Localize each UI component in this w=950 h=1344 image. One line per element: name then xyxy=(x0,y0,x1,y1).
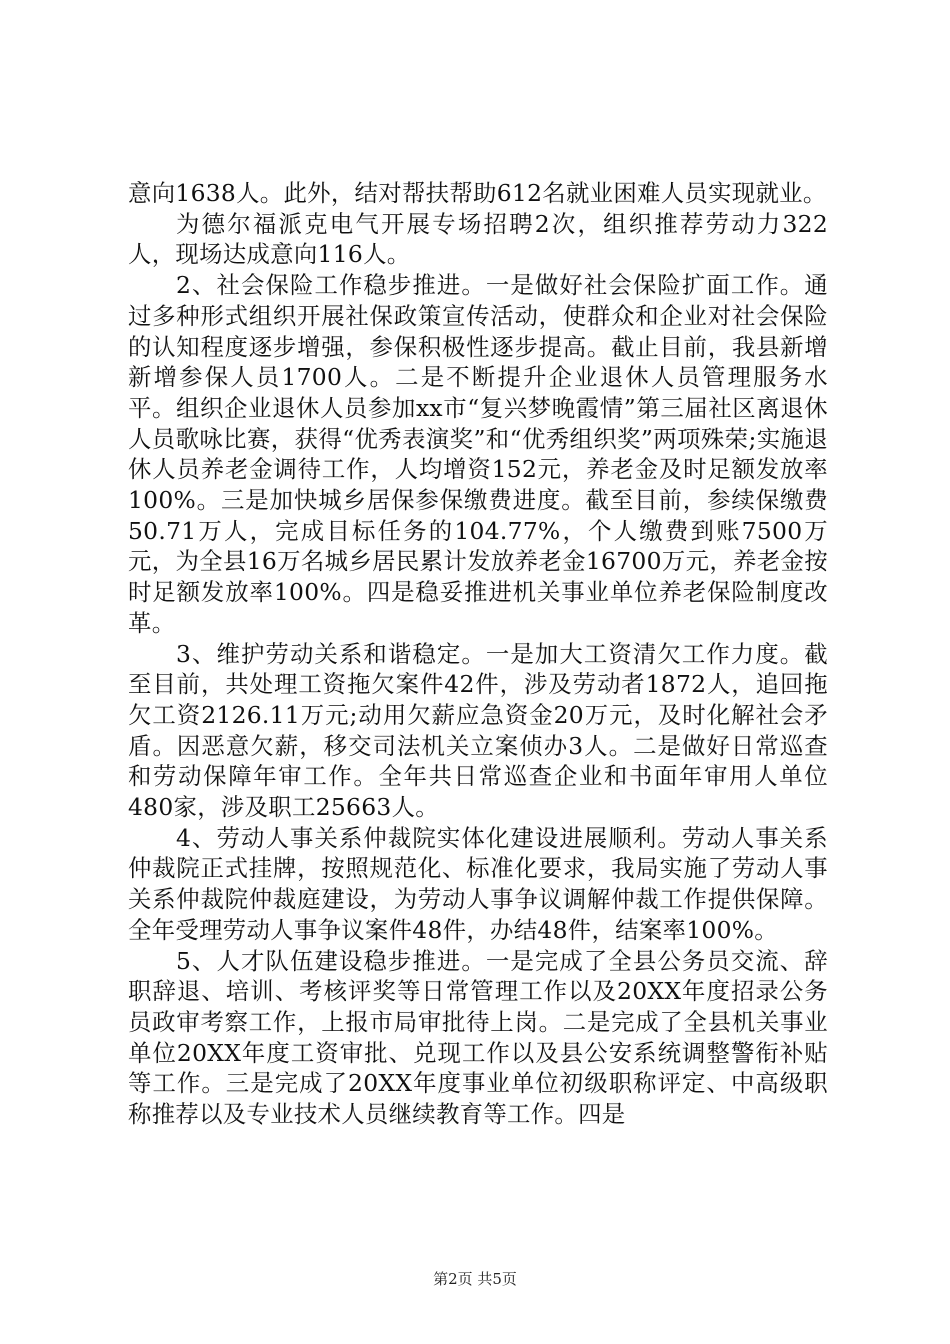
paragraph-arbitration: 4、劳动人事关系仲裁院实体化建设进展顺利。劳动人事关系仲裁院正式挂牌，按照规范化、标准化要求，我局实施了劳动人事关系仲裁院仲裁庭建设，为劳动人事争议调解仲裁工作提供保障。全年受理劳动人事争议案件48件，办结48件，结案率100%。 xyxy=(128,823,828,944)
document-body xyxy=(128,178,828,1130)
paragraph-labor-relations: 3、维护劳动关系和谐稳定。一是加大工资清欠工作力度。截至目前，共处理工资拖欠案件42件，涉及劳动者1872人，追回拖欠工资2126.11万元;动用欠薪应急资金20万元，及时化解社会矛盾。因恶意欠薪，移交司法机关立案侦办3人。二是做好日常巡查和劳动保障年审工作。全年共日常巡查企业和书面年审用人单位480家，涉及职工25663人。 xyxy=(128,639,828,822)
paragraph-recruitment: 为德尔福派克电气开展专场招聘2次，组织推荐劳动力322人，现场达成意向116人。 xyxy=(128,209,828,269)
paragraph-talent-team: 5、人才队伍建设稳步推进。一是完成了全县公务员交流、辞职辞退、培训、考核评奖等日常管理工作以及20XX年度招录公务员政审考察工作，上报市局审批待上岗。二是完成了全县机关事业单位20XX年度工资审批、兑现工作以及县公安系统调整警衔补贴等工作。三是完成了20XX年度事业单位初级职称评定、中高级职称推荐以及专业技术人员继续教育等工作。四是 xyxy=(128,946,828,1129)
paragraph-continuation: 意向1638人。此外，结对帮扶帮助612名就业困难人员实现就业。 xyxy=(128,179,827,207)
paragraph-social-insurance: 2、社会保险工作稳步推进。一是做好社会保险扩面工作。通过多种形式组织开展社保政策宣传活动，使群众和企业对社会保险的认知程度逐步增强，参保积极性逐步提高。截止目前，我县新增新增参保人员1700人。二是不断提升企业退休人员管理服务水平。组织企业退休人员参加xx市“复兴梦晚霞情”第三届社区离退休人员歌咏比赛，获得“优秀表演奖”和“优秀组织奖”两项殊荣;实施退休人员养老金调待工作，人均增资152元，养老金及时足额发放率100%。三是加快城乡居保参保缴费进度。截至目前，参续保缴费50.71万人，完成目标任务的104.77%，个人缴费到账7500万元，为全县16万名城乡居民累计发放养老金16700万元，养老金按时足额发放率100%。四是稳妥推进机关事业单位养老保险制度改革。 xyxy=(128,271,828,637)
page-number-footer: 第2页 共5页 xyxy=(433,1270,517,1288)
